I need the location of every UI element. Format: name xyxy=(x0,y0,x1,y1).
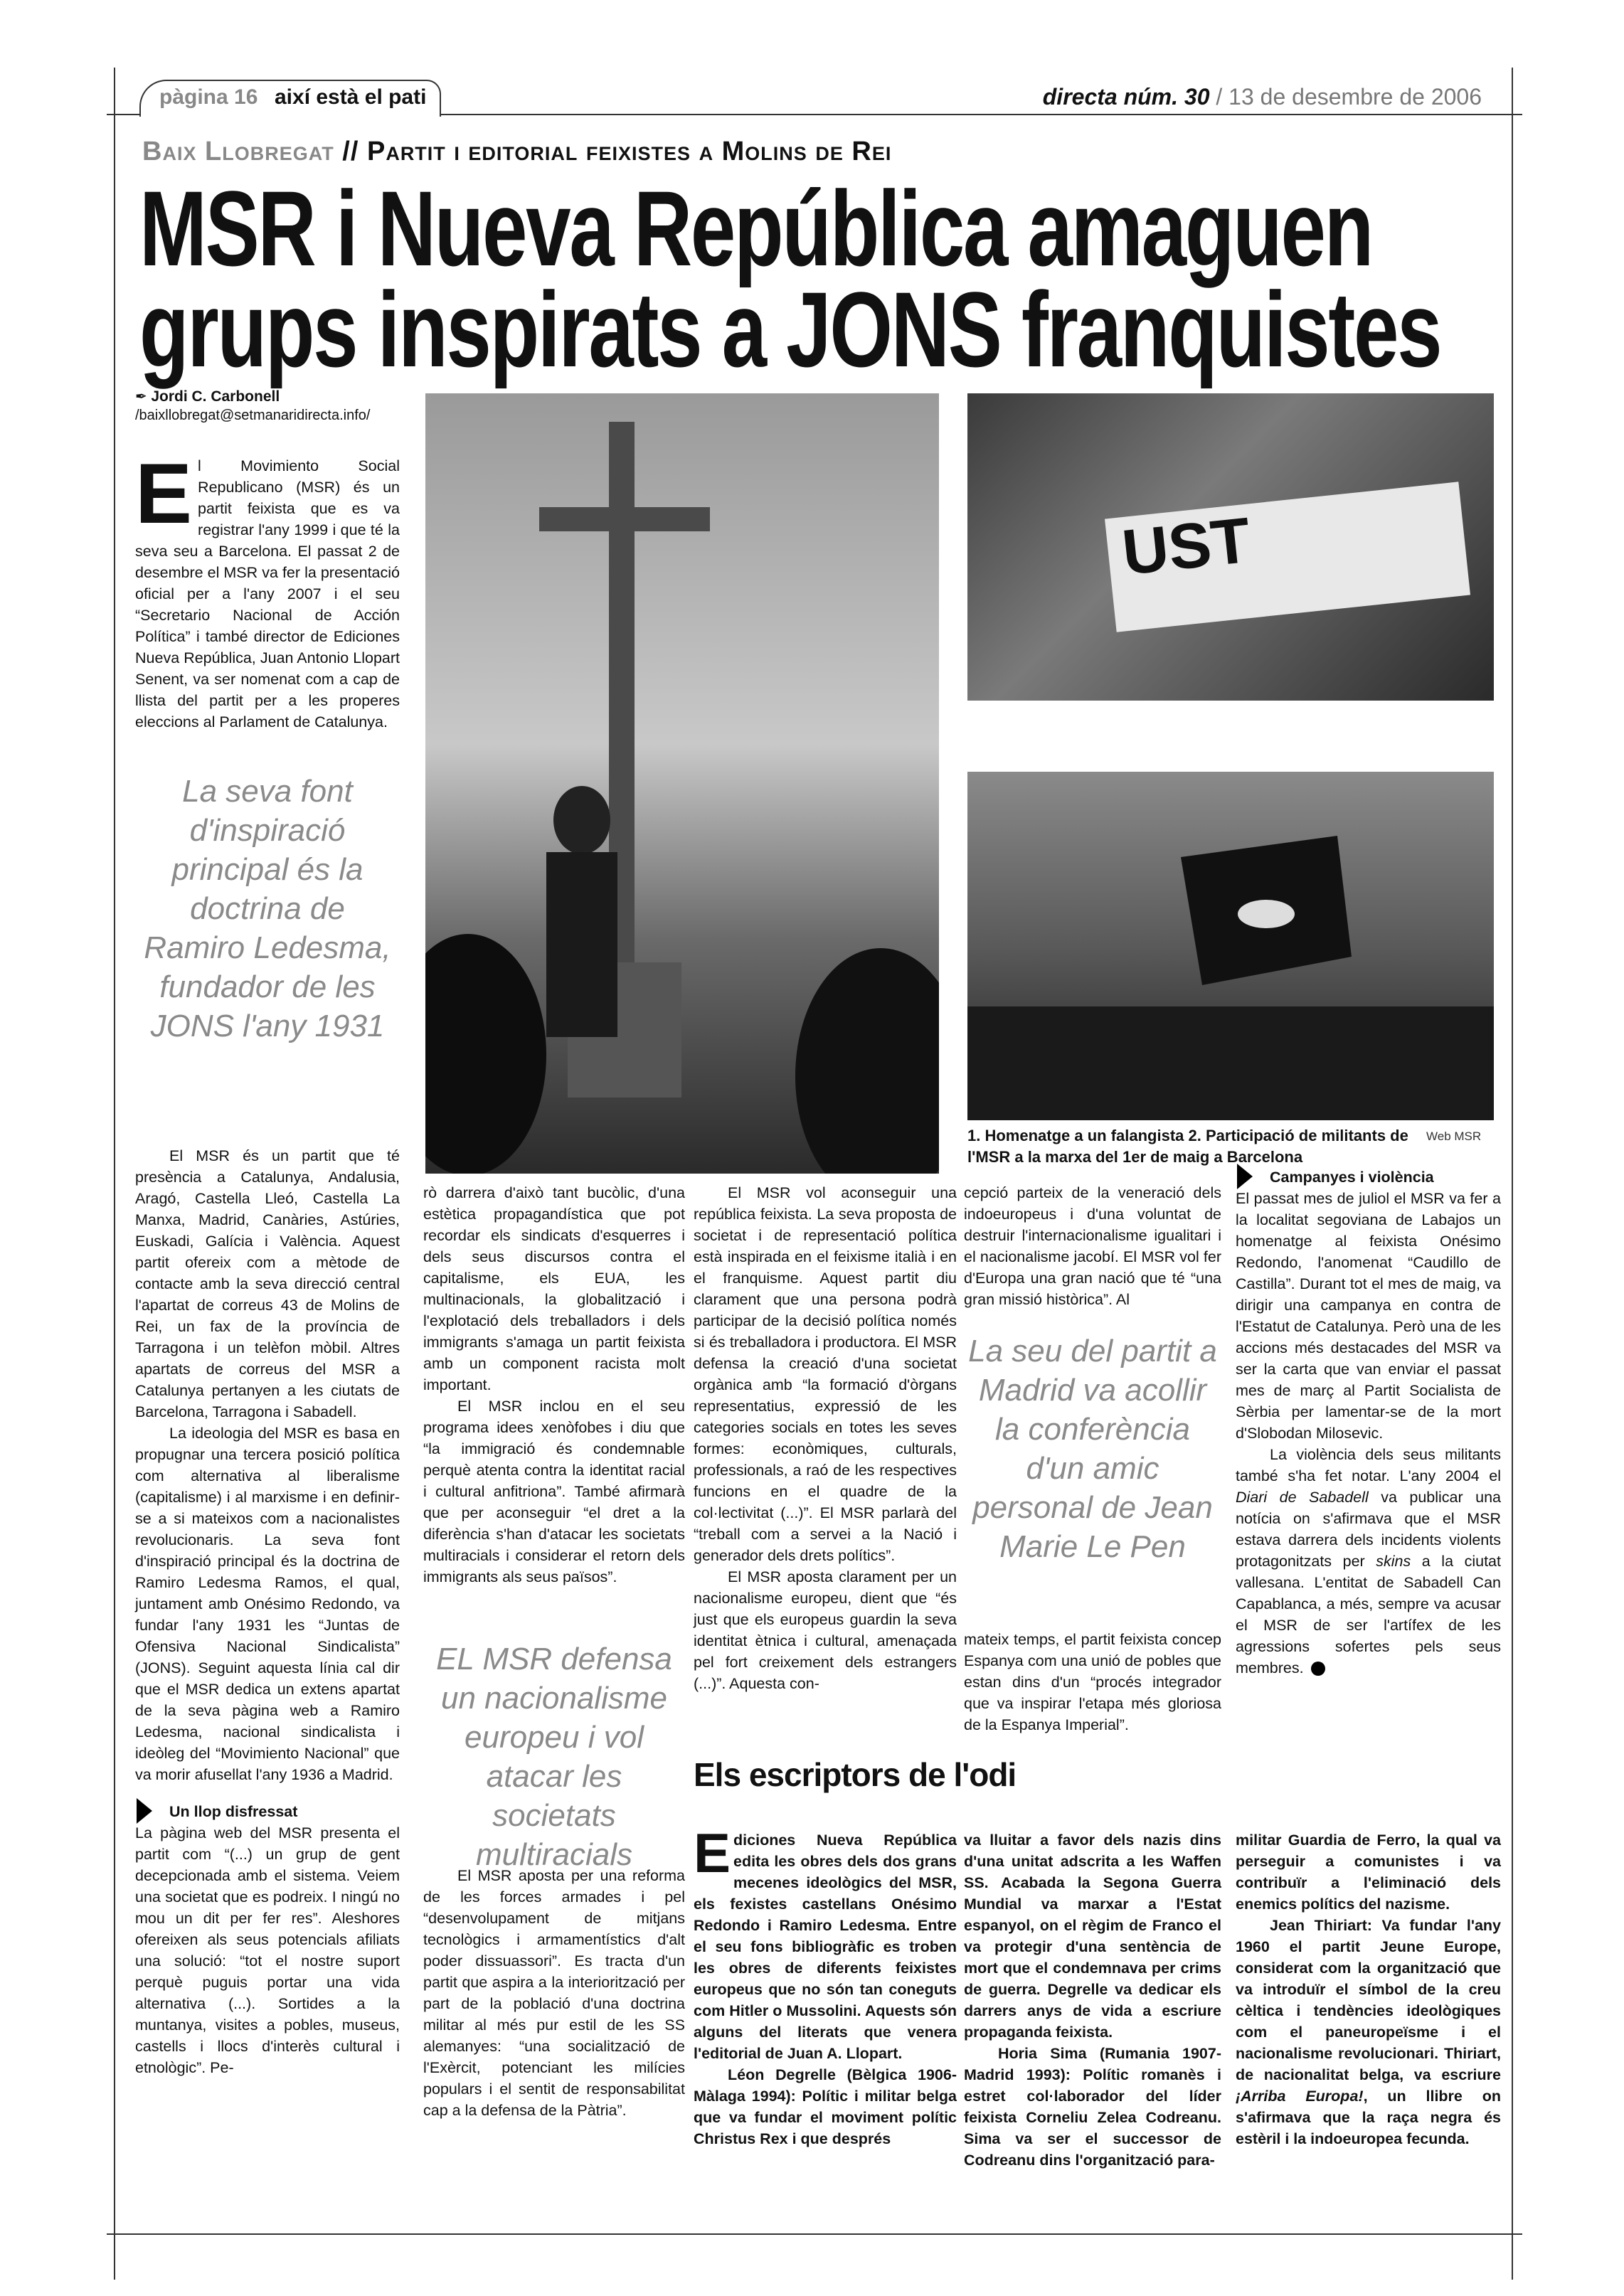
pen-icon: ✒ xyxy=(135,389,152,405)
subhead-text: Un llop disfressat xyxy=(169,1803,298,1820)
photo-cross-homage xyxy=(425,393,939,1174)
triangle-icon xyxy=(137,1798,152,1824)
headline xyxy=(139,169,1441,389)
text: La violència dels seus militants també s'ha fet notar. L'any 2004 el xyxy=(1236,1446,1501,1484)
paragraph: El MSR aposta clarament per un nacionalisme europeu, dient que “és just que els europeus guardin la seva identitat ètnica i cultural, amenaçada pel fort creixement dels estrangers (...)”. Aquesta con- xyxy=(694,1568,957,1692)
paragraph: diciones Nueva República edita les obres dels dos grans mecenes ideològics del MSR, els fexistes castellans Onésimo Redondo i Ramiro Ledesma. Entre el seu fons bibliogràfic es troben les obres de diferents feixistes europeus que no són tan coneguts com Hitler o Mussolini. Aquests són alguns del literats que venera l'editorial de Juan A. Llopart. xyxy=(694,1832,957,2062)
kicker-separator: // xyxy=(342,137,359,166)
triangle-icon xyxy=(1237,1164,1253,1189)
pull-quote-3: La seu del partit a Madrid va acollir la conferència d'un amic personal de Jean Marie Le Pen xyxy=(968,1334,1217,1564)
paragraph: La pàgina web del MSR presenta el partit com “(...) un grup de gent decepcionada amb el sistema. Veiem una societat que es podreix. I ningú no mou un dit per fer res”. Aleshores ofereixen als seus potencials afiliats una solució: “tot el nostre suport perquè puguis portar una vida alternativa (...). Sortides a la muntanya, visites a pobles, museus, castells i llocs d'interès cultural i etnològic”. Pe- xyxy=(135,1824,400,2076)
article-col-2-end xyxy=(423,1865,685,2121)
paragraph: El MSR és un partit que té presència a Catalunya, Andalusia, Aragó, Castella Lleó, Castella La Manxa, Madrid, Canàries, Astúries, Euskadi, Galícia i València. Aquest partit ofereix com a mètode de contacte amb la seva direcció central l'apartat de correus 43 de Molins de Rei, un fax de la província de Tarragona i un telèfon mòbil. Altres apartats de correus del MSR a Catalunya pertanyen a les ciutats de Barcelona, Tarragona i Sabadell. xyxy=(135,1147,400,1420)
kicker xyxy=(142,137,891,167)
article-col-2 xyxy=(423,1182,685,1588)
text: , un llibre on s'afirmava que la raça negra és estèril i la indoeuropea fecunda. xyxy=(1236,2088,1501,2147)
subhead xyxy=(1236,1166,1501,1188)
article-col-1-lead xyxy=(135,446,400,733)
paragraph: La ideologia del MSR es basa en propugnar una tercera posició política com alternativa al liberalisme (capitalisme) i al marxisme i en definir-se a si mateixos com a nacionalistes revolucionaris. La seva font d'inspiració principal és la doctrina de Ramiro Ledesma Ramos, el qual, juntament amb Onésimo Redondo, va fundar l'any 1931 les “Juntas de Ofensiva Nacional Sindicalista” (JONS). Seguint aquesta línia cal dir que el MSR dedica un extens apartat de la seva pàgina web a Ramiro Ledesma, nacional sindicalista i ideòleg del “Movimiento Nacional” que va morir afusellat l'any 1936 a Madrid. xyxy=(135,1425,400,1783)
photo-may-day-march xyxy=(967,772,1494,1120)
author-name: Jordi C. Carbonell xyxy=(151,388,280,405)
paragraph xyxy=(1236,1444,1501,1679)
italic-term: skins xyxy=(1376,1553,1411,1570)
headline-line-2: grups inspirats a JONS franquistes xyxy=(139,270,1441,389)
kicker-section: Baix Llobregat xyxy=(142,137,334,166)
article-col-3 xyxy=(694,1182,957,1694)
section-label: així està el pati xyxy=(275,85,427,109)
photo-march-banner xyxy=(967,393,1494,701)
paragraph xyxy=(1236,1915,1501,2149)
article-col-4-end xyxy=(964,1629,1221,1736)
paragraph: cepció parteix de la veneració dels indoeuropeus i d'una voluntat de destruir l'internacionalisme igualitari i el nacionalisme jacobí. El MSR vol fer d'Europa una gran nació que té “una gran missió històrica”. Al xyxy=(964,1184,1221,1308)
paragraph: va lluitar a favor dels nazis dins d'una unitat adscrita a les Waffen SS. Acabada la Segona Guerra Mundial va marxar a l'Estat espanyol, on el règim de Franco el va protegir d'una sentència de mort que el condemnava per crims de guerra. Degrelle va dedicar els darrers anys de vida a escriure propaganda feixista. xyxy=(964,1832,1221,2041)
sidebar-title: Els escriptors de l'odi xyxy=(694,1756,1017,1793)
headline-line-1: MSR i Nueva República amaguen xyxy=(139,169,1373,288)
byline xyxy=(135,388,405,425)
drop-cap: E xyxy=(694,1822,731,1884)
book-title: ¡Arriba Europa! xyxy=(1236,2088,1364,2105)
end-mark-icon: d/ xyxy=(1311,1662,1325,1676)
article-col-5 xyxy=(1236,1166,1501,1679)
paragraph: Léon Degrelle (Bèlgica 1906-Màlaga 1994): Polític i militar belga que va fundar el moviment polític Christus Rex i que després xyxy=(694,2066,957,2147)
masthead-title: directa núm. 30 xyxy=(1042,84,1210,110)
kicker-topic: Partit i editorial feixistes a Molins de Rei xyxy=(366,137,892,166)
paragraph: El passat mes de juliol el MSR va fer a la localitat segoviana de Labajos un homenatge al feixista Onésimo Redondo, l'anomenat “Caudillo de Castilla”. Durant tot el mes de maig, va dirigir una campanya en contra de l'Estatut de Catalunya. Però una de les accions més destacades del MSR va ser la carta que van enviar el passat mes de març al Partit Socialista de Sèrbia per lamentar-se de la mort d'Slobodan Milosevic. xyxy=(1236,1190,1501,1442)
paragraph: El MSR vol aconseguir una república feixista. La seva proposta de societat i de representació política està inspirada en el feixisme italià i en el franquisme. Aquest partit diu clarament que una persona podrà participar de la decisió política només si és treballadora i productora. El MSR defensa la creació d'una societat orgànica amb “la formació d'òrgans representatius, expressió de les categories socials en totes les seves formes: econòmiques, culturals, professionals, a raó de les respectives funcions en el quadre de la col·lectivitat (...)”. El MSR parlarà del “treball com a servei a la Nació i generador dels drets polítics”. xyxy=(694,1184,957,1564)
text: a la ciutat vallesana. L'entitat de Sabadell Can Capablanca, a més, sempre va acusar el MSR de ser l'artífex de les agressions sofertes pels seus membres. xyxy=(1236,1553,1501,1676)
pull-quote-2: EL MSR defensa un nacionalisme europeu i vol atacar les societats multiracials xyxy=(436,1642,672,1872)
page-margin-line-left xyxy=(114,68,115,2280)
banner: UST xyxy=(1105,482,1470,632)
author-email: /baixllobregat@setmanaridirecta.info/ xyxy=(135,408,371,423)
flag-silhouette-icon xyxy=(967,772,1494,1120)
footer-rule xyxy=(107,2233,1522,2235)
paragraph: El MSR aposta per una reforma de les forces armades i pel “desenvolupament de mitjans tecnològics i armamentístics d'alt poder dissuassori”. Es tracta d'un partit que aspira a la interiorització per part de la població d'una doctrina militar al més pur estil de les SS alemanyes: “una socialització de l'Exèrcit, potenciant les milícies populars i el sentit de responsabilitat cap a la defensa de la Pàtria”. xyxy=(423,1867,685,2119)
article-col-1 xyxy=(135,1145,400,2078)
cross-silhouette-icon xyxy=(425,393,939,1174)
paragraph: mateix temps, el partit feixista concep Espanya com una unió de pobles que estan dins d'un “procés integrador que va inspirar l'etapa més gloriosa de la Espanya Imperial”. xyxy=(964,1631,1221,1733)
sidebar-col-3 xyxy=(1236,1829,1501,2149)
drop-cap: E xyxy=(135,446,193,541)
pull-quote-1: La seva font d'inspiració principal és la doctrina de Ramiro Ledesma, fundador de les JONS l'any 1931 xyxy=(144,774,391,1043)
paragraph: rò darrera d'això tant bucòlic, d'una estètica propagandística que pot recordar els sindicats d'esquerres i dels seus discursos contra el capitalisme, els EUA, les multinacionals, la globalització i l'explotació dels treballadors i dels immigrants s'amaga un partit feixista amb un component racista molt important. xyxy=(423,1184,685,1393)
page-number: pàgina 16 xyxy=(159,85,258,109)
newspaper-title: Diari de Sabadell xyxy=(1236,1489,1369,1506)
paragraph: Horia Sima (Rumania 1907-Madrid 1993): Polític romanès i estret col·laborador del líder feixista Corneliu Zelea Codreanu. Sima va ser el successor de Codreanu dins l'organització para- xyxy=(964,2045,1221,2169)
page-margin-line-right xyxy=(1512,68,1513,2280)
lead-paragraph: l Movimiento Social Republicano (MSR) és un partit feixista que es va registrar l'any 1999 i que té la seva seu a Barcelona. El passat 2 de desembre el MSR va fer la presentació oficial per a l'any 2007 i el seu “Secretario Nacional de Acción Política” i també director de Ediciones Nueva República, Juan Antonio Llopart Senent, va ser nomenat com a cap de llista del partit per a les properes eleccions al Parlament de Catalunya. xyxy=(135,457,400,730)
sidebar-col-1 xyxy=(694,1822,957,2149)
paragraph: El MSR inclou en el seu programa idees xenòfobes i diu que “la immigració és condemnable perquè atenta contra la identitat racial i cultural anfitriona”. També afirmarà que per aconseguir “el dret a la diferència s'han d'atacar les societats multiracials i considerar el retorn dels immigrants als seus països”. xyxy=(423,1398,685,1585)
photo-caption: 1. Homenatge a un falangista 2. Participació de militants de l'MSR a la marxa del 1er de maig a Barcelona xyxy=(967,1127,1408,1166)
text: va publicar una notícia on s'afirmava que el MSR estava darrera dels incidents violents protagonitzats per xyxy=(1236,1489,1501,1570)
photo-credit: Web MSR xyxy=(1426,1130,1482,1143)
page-tab xyxy=(139,80,441,117)
masthead xyxy=(1043,84,1482,110)
article-col-4 xyxy=(964,1182,1221,1310)
issue-date: / 13 de desembre de 2006 xyxy=(1216,84,1482,110)
subhead xyxy=(135,1801,400,1822)
subhead-text: Campanyes i violència xyxy=(1270,1169,1434,1186)
sidebar-col-2 xyxy=(964,1829,1221,2171)
text: Jean Thiriart: Va fundar l'any 1960 el partit Jeune Europe, considerat com la organització que va introduïr el símbol de la creu cèltica i tendències ideològiques com el paneuropeïsme i el nacionalisme revolucionari. Thiriart, de nacionalitat belga, va escriure xyxy=(1236,1917,1501,2083)
paragraph: militar Guardia de Ferro, la qual va perseguir a comunistes i va contribuïr a l'eliminació dels enemics polítics del nazisme. xyxy=(1236,1832,1501,1913)
